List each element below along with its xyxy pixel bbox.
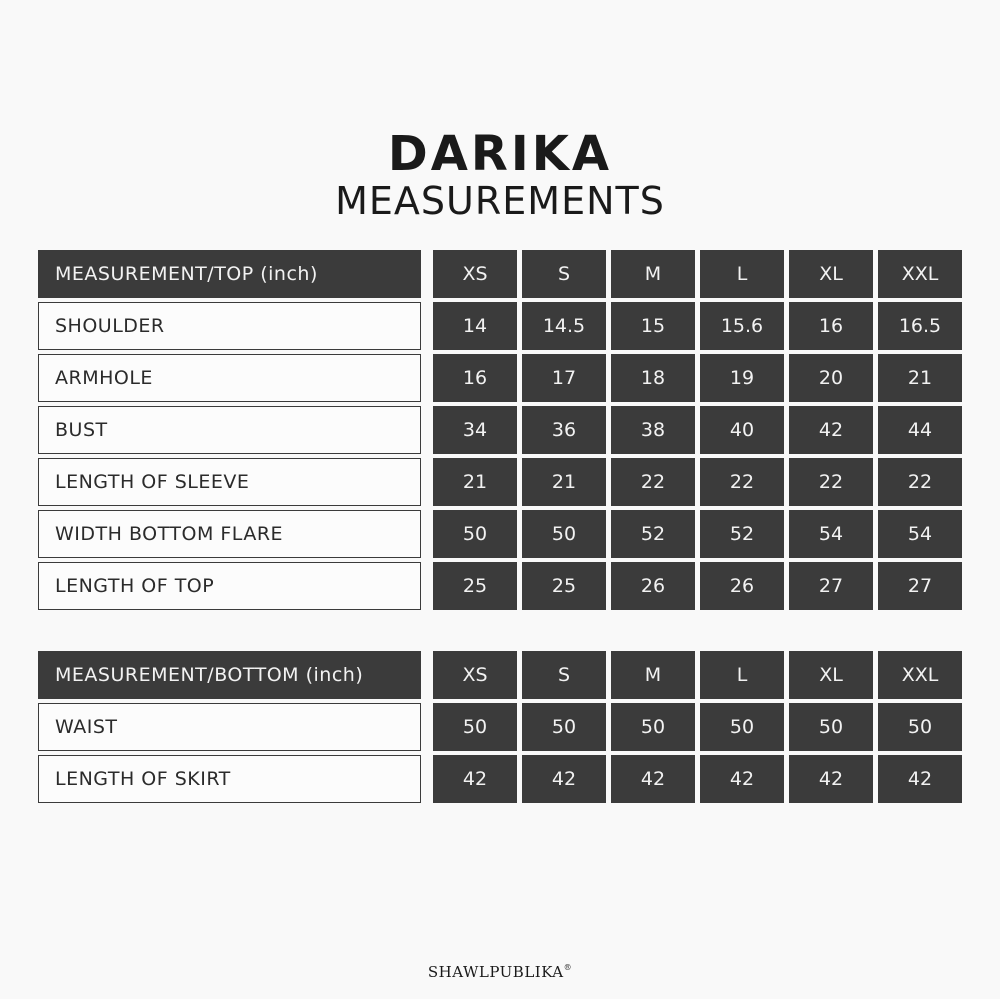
table-cell: 15.6	[700, 302, 784, 350]
brand-logo	[0, 963, 1000, 981]
bottom-measurement-table	[38, 651, 962, 807]
table-cell: 42	[522, 755, 606, 803]
size-header-xxl: XXL	[878, 651, 962, 699]
size-header-xxl: XXL	[878, 250, 962, 298]
size-header-xl: XL	[789, 250, 873, 298]
table-cell: 15	[611, 302, 695, 350]
table-cell: 36	[522, 406, 606, 454]
table-row	[38, 458, 962, 506]
table-row	[38, 703, 962, 751]
table-cell: 19	[700, 354, 784, 402]
size-header-s: S	[522, 250, 606, 298]
table-cell: 52	[611, 510, 695, 558]
table-row	[38, 755, 962, 803]
size-header-l: L	[700, 250, 784, 298]
table-cell: 16	[433, 354, 517, 402]
table-cell: 22	[878, 458, 962, 506]
table-header-row	[38, 250, 962, 298]
table-cell: 25	[522, 562, 606, 610]
table-cell: 22	[611, 458, 695, 506]
table-cell: 25	[433, 562, 517, 610]
table-cell: 34	[433, 406, 517, 454]
table-cell: 42	[700, 755, 784, 803]
size-header-xl: XL	[789, 651, 873, 699]
table-cell: 42	[789, 755, 873, 803]
bottom-table-header: MEASUREMENT/BOTTOM (inch)	[38, 651, 421, 699]
table-cell: 14.5	[522, 302, 606, 350]
brand-name: SHAWLPUBLIKA	[427, 963, 564, 981]
table-cell: 54	[789, 510, 873, 558]
table-cell: 22	[789, 458, 873, 506]
table-cell: 26	[611, 562, 695, 610]
table-cell: 50	[789, 703, 873, 751]
table-row	[38, 510, 962, 558]
top-measurement-table	[38, 250, 962, 614]
table-header-row	[38, 651, 962, 699]
row-label: LENGTH OF TOP	[38, 562, 421, 610]
table-cell: 50	[433, 703, 517, 751]
table-cell: 50	[433, 510, 517, 558]
table-cell: 54	[878, 510, 962, 558]
size-header-s: S	[522, 651, 606, 699]
table-cell: 27	[789, 562, 873, 610]
table-cell: 42	[433, 755, 517, 803]
size-header-m: M	[611, 651, 695, 699]
row-label: WAIST	[38, 703, 421, 751]
row-label: BUST	[38, 406, 421, 454]
size-header-l: L	[700, 651, 784, 699]
table-row	[38, 562, 962, 610]
table-cell: 42	[611, 755, 695, 803]
table-cell: 21	[522, 458, 606, 506]
table-cell: 42	[878, 755, 962, 803]
table-cell: 21	[433, 458, 517, 506]
row-label: LENGTH OF SLEEVE	[38, 458, 421, 506]
table-cell: 50	[522, 703, 606, 751]
page-subtitle: MEASUREMENTS	[335, 179, 665, 223]
table-row	[38, 354, 962, 402]
table-cell: 14	[433, 302, 517, 350]
table-cell: 26	[700, 562, 784, 610]
row-label: SHOULDER	[38, 302, 421, 350]
table-cell: 50	[522, 510, 606, 558]
table-cell: 16.5	[878, 302, 962, 350]
row-label: LENGTH OF SKIRT	[38, 755, 421, 803]
table-cell: 42	[789, 406, 873, 454]
row-label: ARMHOLE	[38, 354, 421, 402]
table-row	[38, 406, 962, 454]
table-cell: 50	[611, 703, 695, 751]
table-cell: 21	[878, 354, 962, 402]
table-cell: 50	[878, 703, 962, 751]
table-cell: 22	[700, 458, 784, 506]
top-table-header: MEASUREMENT/TOP (inch)	[38, 250, 421, 298]
table-cell: 27	[878, 562, 962, 610]
table-cell: 52	[700, 510, 784, 558]
table-cell: 18	[611, 354, 695, 402]
size-header-xs: XS	[433, 250, 517, 298]
size-header-m: M	[611, 250, 695, 298]
page-title: DARIKA	[387, 126, 613, 182]
row-label: WIDTH BOTTOM FLARE	[38, 510, 421, 558]
table-cell: 50	[700, 703, 784, 751]
table-cell: 40	[700, 406, 784, 454]
table-cell: 16	[789, 302, 873, 350]
registered-mark: ®	[563, 963, 573, 972]
table-cell: 20	[789, 354, 873, 402]
table-row	[38, 302, 962, 350]
table-cell: 44	[878, 406, 962, 454]
table-cell: 38	[611, 406, 695, 454]
table-cell: 17	[522, 354, 606, 402]
size-header-xs: XS	[433, 651, 517, 699]
